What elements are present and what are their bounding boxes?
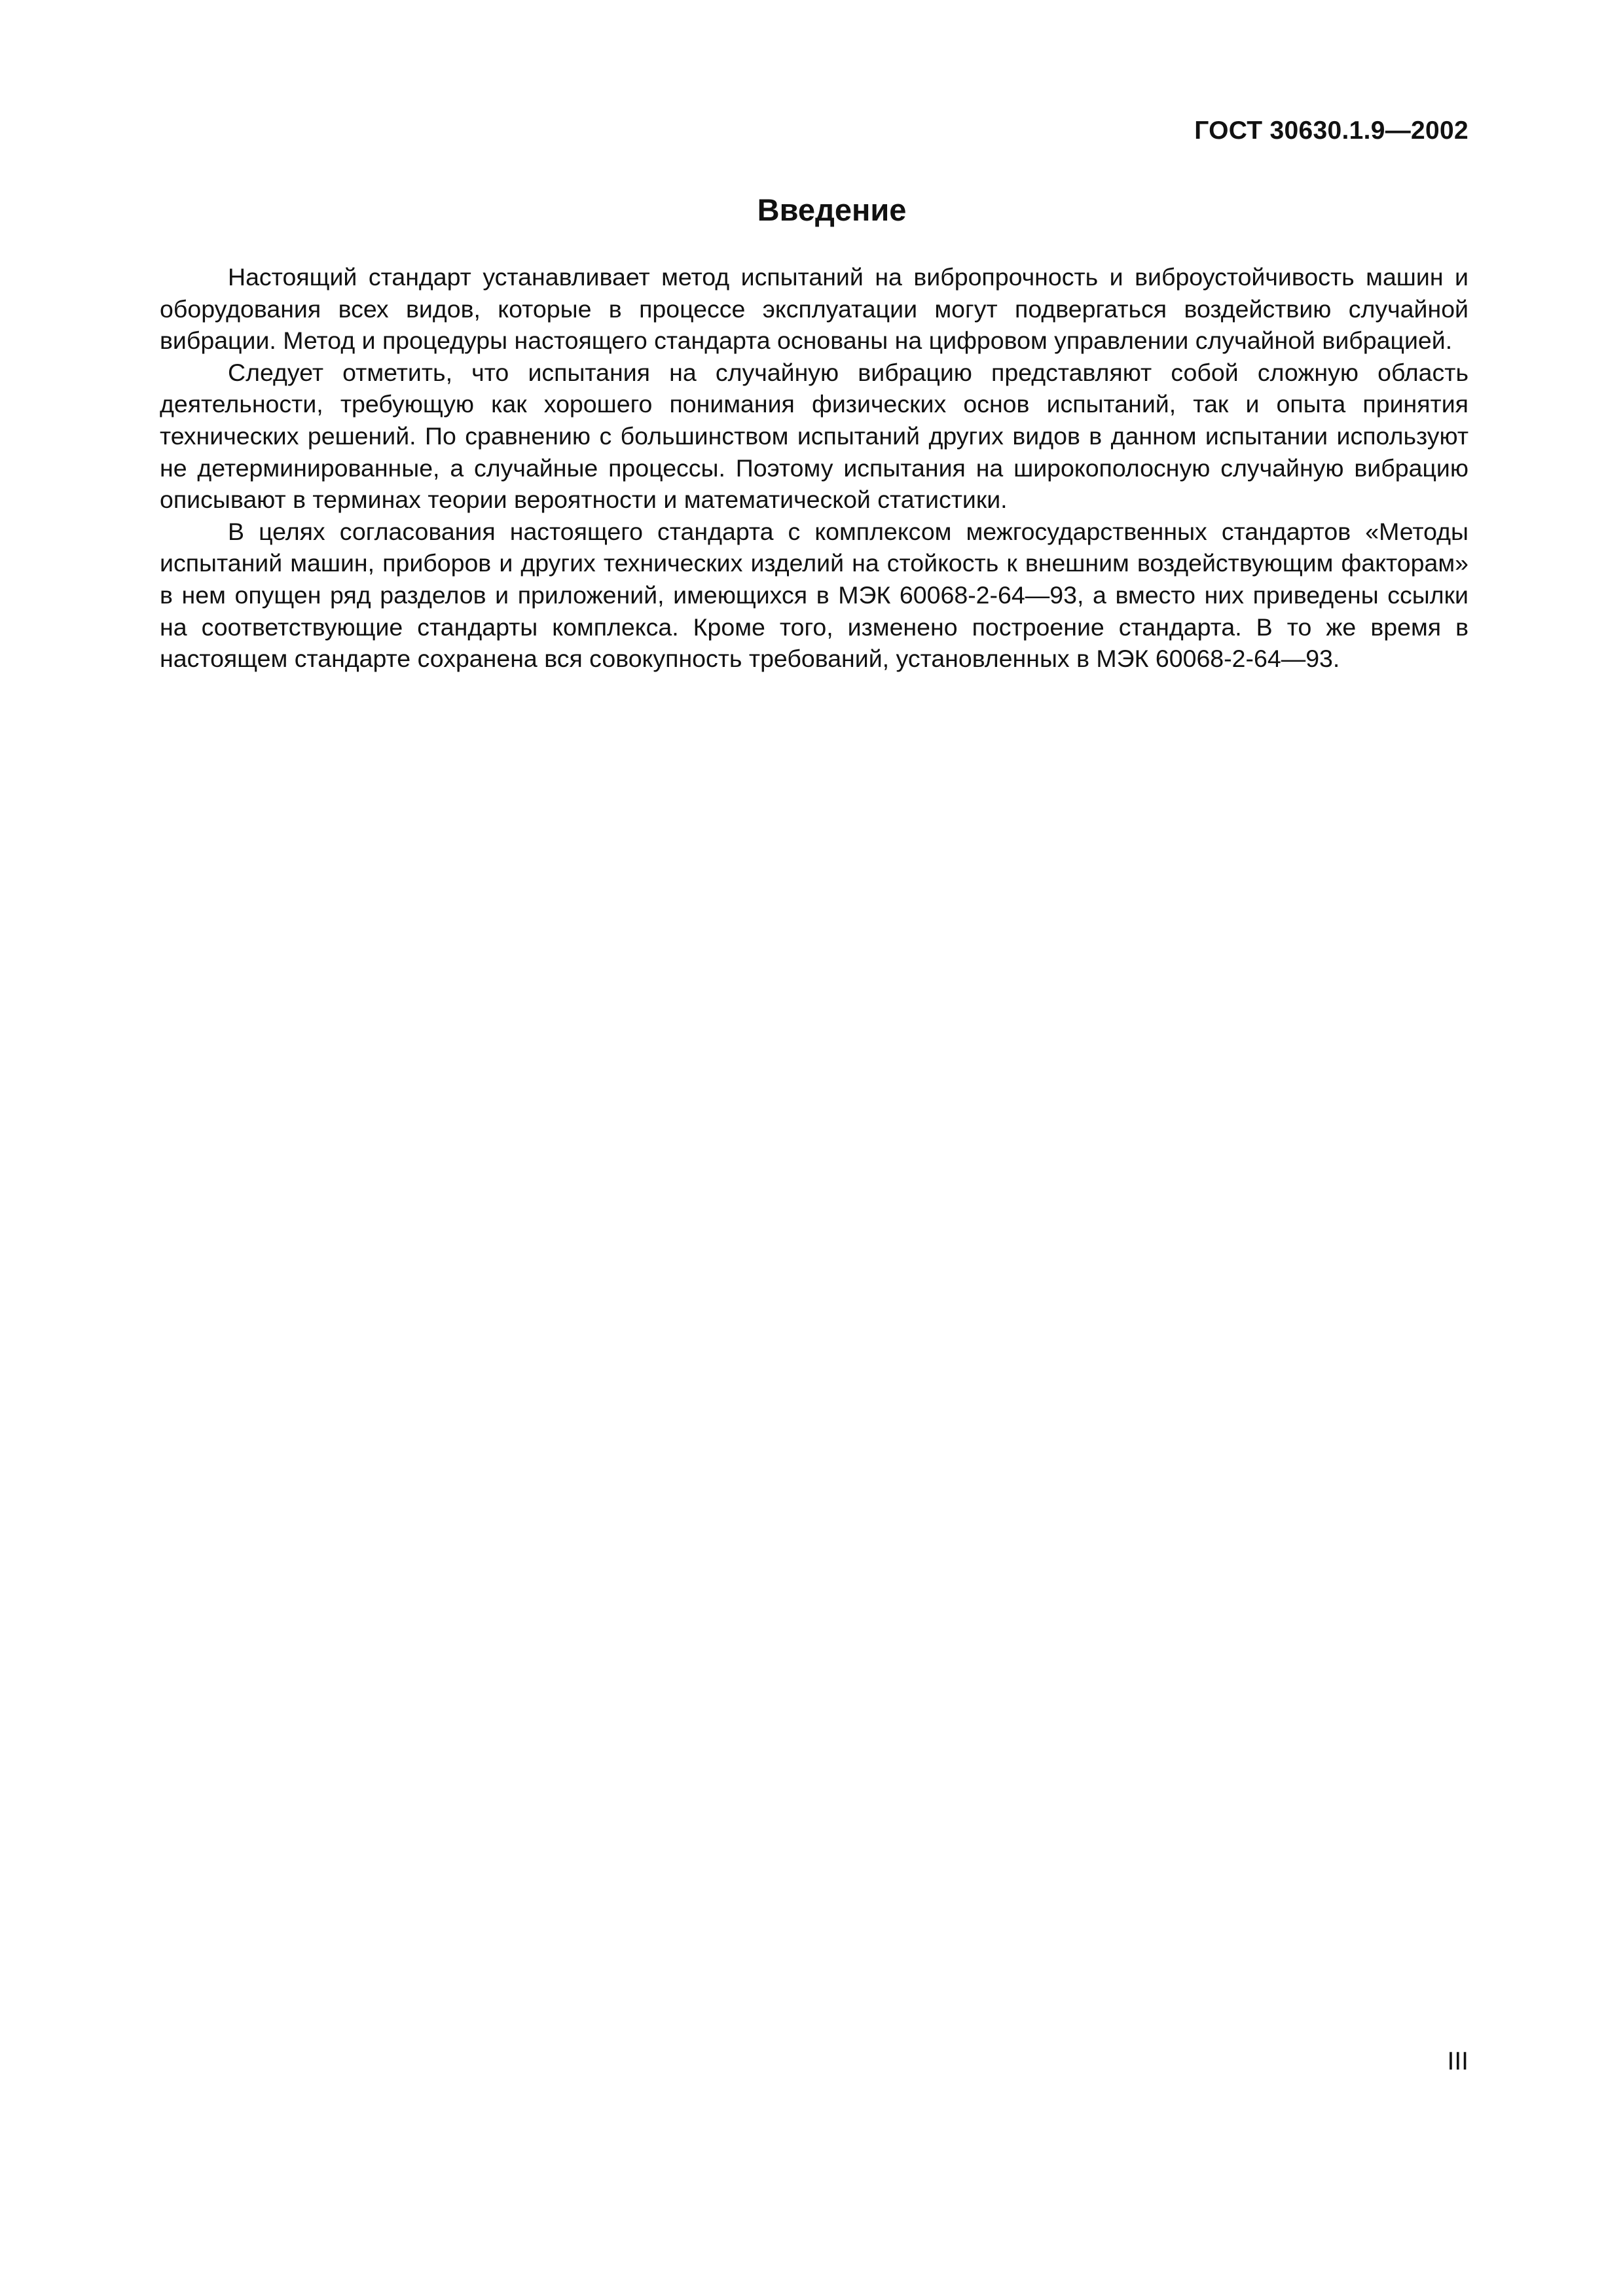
document-code: ГОСТ 30630.1.9—2002 bbox=[1194, 117, 1468, 145]
page-number: III bbox=[1447, 2047, 1468, 2075]
section-title: Введение bbox=[757, 192, 907, 227]
paragraph-1: Настоящий стандарт устанавливает метод испытаний на вибропрочность и виброустойчивость машин и оборудования всех видов, которые в процессе эксплуатации могут подвергаться воздействию случайной вибрации. Метод и процедуры настоящего стандарта основаны на цифровом управлении случайной вибрацией. bbox=[160, 263, 1468, 355]
paragraph-2: Следует отметить, что испытания на случайную вибрацию представляют собой сложную область деятельности, требующую как хорошего понимания физических основ испытаний, так и опыта принятия технических решений. По сравнению с большинством испытаний других видов в данном испытании используют не детерминированные, а случайные процессы. Поэтому испытания на широкополосную случайную вибрацию описывают в терминах теории вероятности и математической статистики. bbox=[160, 358, 1468, 514]
body-text bbox=[160, 261, 1468, 675]
paragraph-3: В целях согласования настоящего стандарта с комплексом межгосударственных стандартов «Методы испытаний машин, приборов и других технических изделий на стойкость к внешним воздействующим факторам» в нем опущен ряд разделов и приложений, имеющихся в МЭК 60068-2-64—93, а вместо них приведены ссылки на соответствующие стандарты комплекса. Кроме того, изменено построение стандарта. В то же время в настоящем стандарте сохранена вся совокупность требований, установленных в МЭК 60068-2-64—93. bbox=[160, 517, 1468, 673]
